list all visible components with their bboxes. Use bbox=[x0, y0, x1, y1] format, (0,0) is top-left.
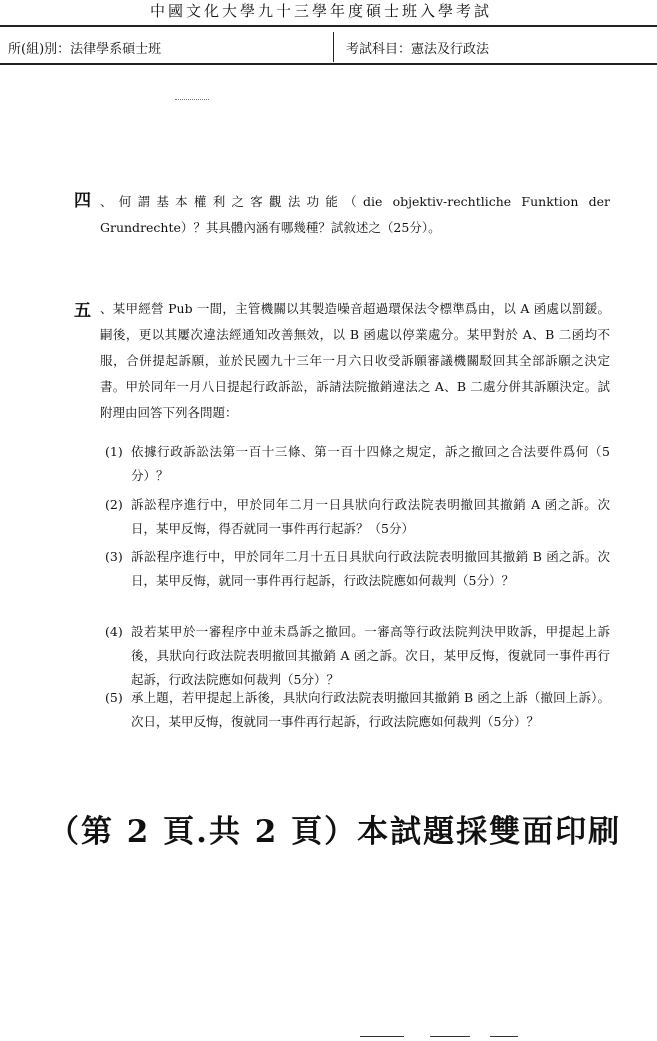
subquestion-3-text: 訴訟程序進行中，甲於同年二月十五日具狀向行政法院表明撤回其撤銷 B 函之訴。次日，某甲反悔，就同一事件再行起訴，行政法院應如何裁判（5分）？ bbox=[131, 549, 610, 588]
subquestion-3 bbox=[105, 545, 610, 593]
header-info-row bbox=[0, 30, 657, 62]
subquestion-1-number: (1) bbox=[105, 444, 123, 459]
scan-mark bbox=[360, 1036, 404, 1037]
subquestion-5 bbox=[105, 686, 610, 734]
header-top-rule bbox=[0, 25, 657, 27]
subquestion-4 bbox=[105, 620, 610, 692]
scan-mark bbox=[490, 1036, 518, 1037]
question-4 bbox=[100, 189, 610, 241]
department-label: 所(組)別：法律學系碩士班 bbox=[8, 42, 162, 57]
subquestion-5-number: (5) bbox=[105, 690, 123, 705]
question-5-number: 五 bbox=[74, 301, 91, 321]
subquestion-2-number: (2) bbox=[105, 497, 123, 512]
header-bottom-rule bbox=[0, 63, 657, 65]
subquestion-2-text: 訴訟程序進行中，甲於同年二月一日具狀向行政法院表明撤回其撤銷 A 函之訴。次日，某甲反悔，得否就同一事件再行起訴？（5分） bbox=[131, 497, 610, 536]
subquestion-3-number: (3) bbox=[105, 549, 123, 564]
subquestion-4-text: 設若某甲於一審程序中並未爲訴之撤回。一審高等行政法院判決甲敗訴，甲提起上訴後，具狀向行政法院表明撤回其撤銷 A 函之訴。次日，某甲反悔，復就同一事件再行起訴，行政法院應如何裁判（5分）？ bbox=[131, 624, 610, 687]
subquestion-4-number: (4) bbox=[105, 624, 123, 639]
scan-mark bbox=[430, 1036, 470, 1037]
subquestion-2 bbox=[105, 493, 610, 541]
page-footer: （第 2 頁.共 2 頁）本試題採雙面印刷 bbox=[48, 814, 622, 850]
question-5 bbox=[100, 296, 610, 426]
header-divider bbox=[333, 32, 334, 62]
subquestion-1 bbox=[105, 440, 610, 488]
subquestion-5-text: 承上題，若甲提起上訴後，具狀向行政法院表明撤回其撤銷 B 函之上訴（撤回上訴）。次日，某甲反悔，復就同一事件再行起訴，行政法院應如何裁判（5分）？ bbox=[131, 690, 610, 729]
question-4-number: 四 bbox=[74, 191, 91, 211]
question-4-text: 、何謂基本權利之客觀法功能（die objektiv-rechtliche Funktion der Grundrechte）？其具體內涵有哪幾種？試敘述之（25分）。 bbox=[100, 194, 610, 235]
question-5-text: 、某甲經營 Pub 一間，主管機關以其製造噪音超過環保法令標準爲由，以 A 函處以罰鍰。嗣後，更以其屢次違法經通知改善無效，以 B 函處以停業處分。某甲對於 A、B 二函均不服，合併提起訴願，並於民國九十三年一月六日收受訴願審議機關駁回其全部訴願之決定書。甲於同年一月八日提起行政訴訟，訴請法院撤銷違法之 A、B 二處分併其訴願決定。試附理由回答下列各問題： bbox=[100, 301, 610, 420]
exam-title: 中國文化大學九十三學年度碩士班入學考試 bbox=[150, 2, 493, 20]
scan-smudge bbox=[175, 99, 209, 100]
subquestion-1-text: 依據行政訴訟法第一百十三條、第一百十四條之規定，訴之撤回之合法要件爲何（5分）？ bbox=[131, 444, 610, 483]
subject-label: 考試科目：憲法及行政法 bbox=[346, 42, 490, 57]
